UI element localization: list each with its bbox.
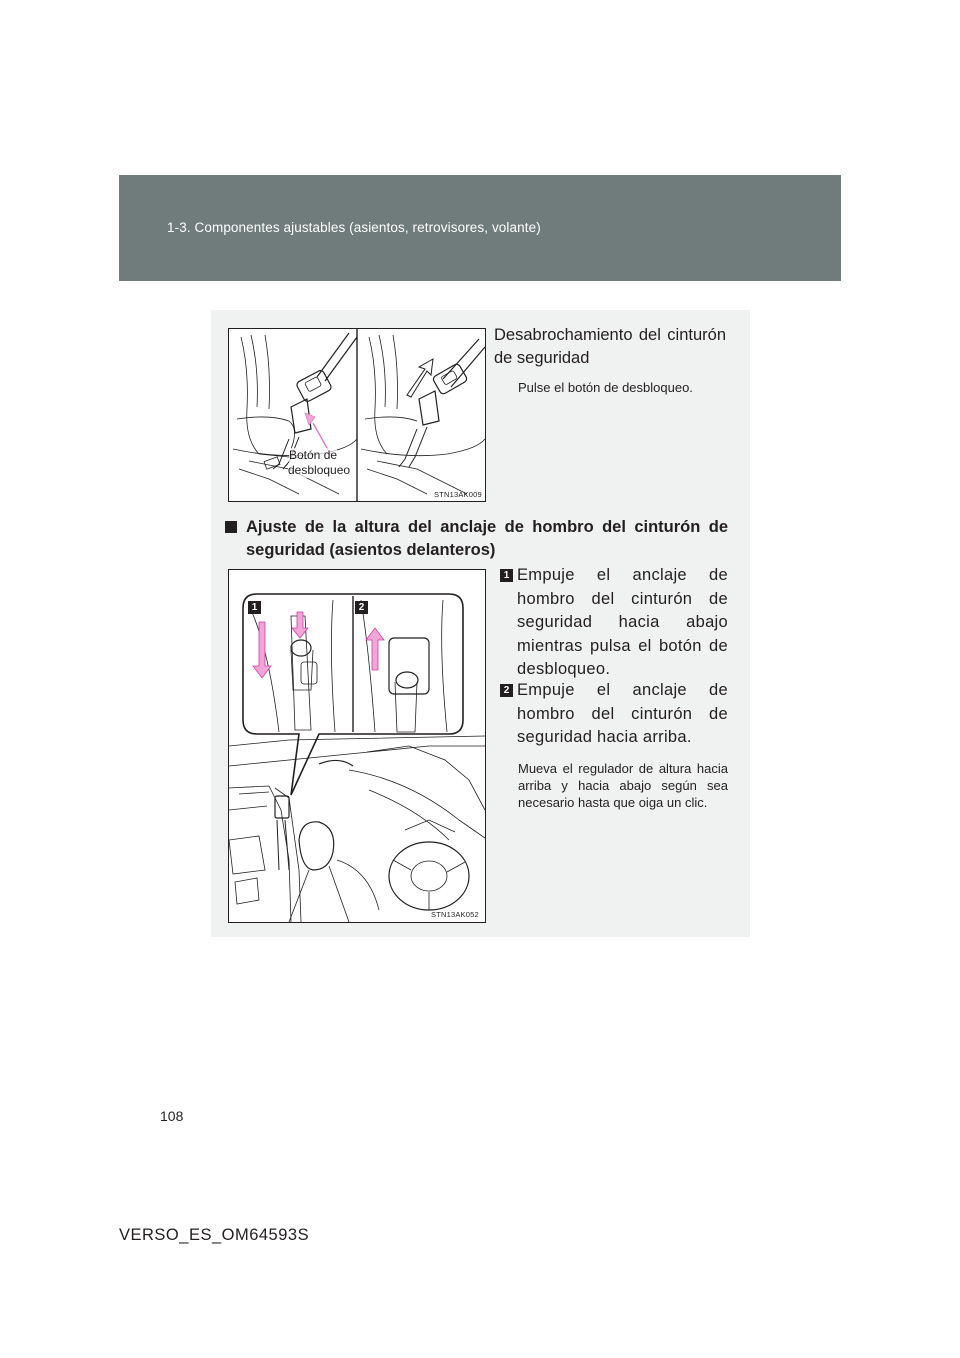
seatbelt-release-figure <box>228 328 486 502</box>
document-code: VERSO_ES_OM64593S <box>119 1226 310 1244</box>
content-box <box>211 310 750 937</box>
figure-code: STN13AK009 <box>434 490 482 499</box>
unbuckle-note: Pulse el botón de desbloqueo. <box>518 380 693 395</box>
height-adjuster-note: Mueva el regulador de altura hacia arriba y hacia abajo según sea necesario hasta que oiga un clic. <box>518 761 728 810</box>
step-1-text: Empuje el anclaje de hombro del cinturón de seguridad hacia abajo mientras pulsa el botón de desbloqueo. <box>517 566 728 678</box>
step-1 <box>500 564 728 682</box>
section-heading: Ajuste de la altura del anclaje de hombro del cinturón de seguridad (asientos delanteros) <box>246 518 728 559</box>
shoulder-anchor-illustration <box>229 570 485 922</box>
seatbelt-release-illustration <box>229 329 485 501</box>
release-button-label-line1: Botón de <box>289 448 338 462</box>
step-badge-2: 2 <box>500 684 513 697</box>
release-button-label-line2: desbloqueo <box>288 463 351 477</box>
figure-badge-1: 1 <box>248 601 261 614</box>
step-2-text: Empuje el anclaje de hombro del cinturón de seguridad hacia arriba. <box>517 681 728 746</box>
black-square-icon <box>225 521 237 533</box>
section-title: 1-3. Componentes ajustables (asientos, retrovisores, volante) <box>167 220 541 235</box>
unbuckle-title: Desabrochamiento del cinturón de seguridad <box>494 326 726 367</box>
header-bar <box>119 175 841 281</box>
step-2 <box>500 679 728 750</box>
page-number: 108 <box>160 1108 184 1124</box>
figure-badge-2: 2 <box>355 601 368 614</box>
shoulder-anchor-figure <box>228 569 486 923</box>
figure-code: STN13AK052 <box>431 910 479 919</box>
step-badge-1: 1 <box>500 569 513 582</box>
